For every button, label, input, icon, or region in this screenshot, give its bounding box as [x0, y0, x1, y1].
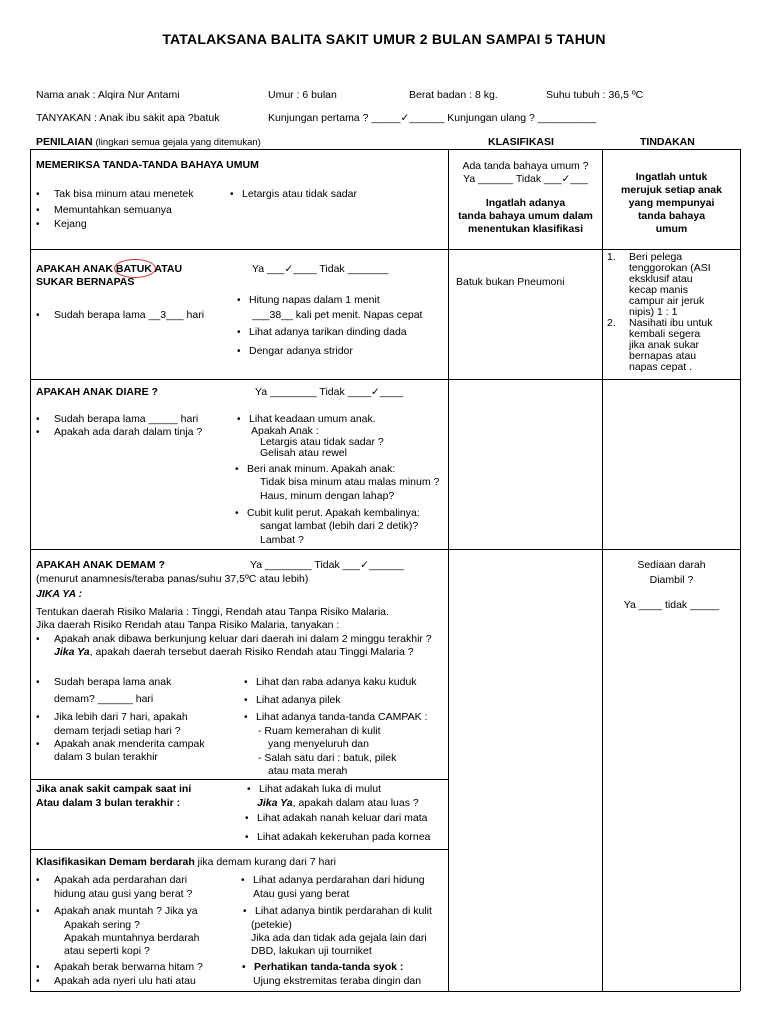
- dbd-heading: Klasifikasikan Demam berdarah jika demam kurang dari 7 hari: [36, 856, 336, 868]
- batuk-heading: APAKAH ANAK BATUK ATAU: [36, 263, 183, 275]
- berat-badan: Berat badan : 8 kg.: [409, 89, 498, 101]
- page-title: TATALAKSANA BALITA SAKIT UMUR 2 BULAN SAMPAI 5 TAHUN: [162, 31, 606, 47]
- batuk-tindakan-1: nipis) 1 : 1: [629, 306, 678, 318]
- bahaya-item-right: • Letargis atau tidak sadar: [242, 188, 357, 201]
- demam-question: • Apakah anak menderita campak: [54, 738, 205, 751]
- diare-check-sub: Apakah Anak :: [251, 425, 319, 437]
- campak-heading: Jika anak sakit campak saat ini: [36, 783, 192, 795]
- demam-tindakan: Sediaan darah: [637, 559, 706, 571]
- demam-question: • Apakah anak dibawa berkunjung keluar dari daerah ini dalam 2 minggu terakhir ?: [54, 633, 432, 646]
- demam-text: Jika daerah Risiko Rendah atau Tanpa Risiko Malaria, tanyakan :: [36, 619, 340, 631]
- diare-check: • Beri anak minum. Apakah anak:: [247, 463, 395, 476]
- demam-heading: APAKAH ANAK DEMAM ?: [36, 559, 165, 571]
- bahaya-tindakan: yang mempunyai: [628, 197, 715, 209]
- demam-question-sub: dalam 3 bulan terakhir: [54, 751, 158, 763]
- batuk-check: • Hitung napas dalam 1 menit: [249, 294, 380, 307]
- bahaya-klas-ya-tidak: Ya ______ Tidak ___✓___: [463, 173, 588, 185]
- dbd-check-sub: Ujung ekstremitas teraba dingin dan: [253, 975, 422, 987]
- diare-question: • Apakah ada darah dalam tinja ?: [54, 426, 202, 439]
- demam-jika-ya: JIKA YA :: [36, 588, 83, 600]
- batuk-tindakan-2: jika anak sukar: [629, 339, 700, 351]
- dbd-check-sub: (petekie): [251, 919, 292, 931]
- bahaya-klas-note: menentukan klasifikasi: [468, 223, 583, 235]
- demam-tindakan: Ya ____ tidak _____: [623, 599, 720, 611]
- tanyakan: TANYAKAN : Anak ibu sakit apa ?batuk: [36, 112, 220, 124]
- demam-tindakan: Diambil ?: [649, 574, 694, 586]
- bahaya-tindakan: tanda bahaya: [637, 210, 706, 222]
- batuk-klasifikasi: Batuk bukan Pneumoni: [456, 276, 565, 288]
- batuk-heading-2: SUKAR BERNAPAS: [36, 276, 135, 288]
- diare-check: • Lihat keadaan umum anak.: [249, 413, 376, 426]
- dbd-check: • Lihat adanya perdarahan dari hidung: [253, 874, 425, 887]
- bahaya-item: • Memuntahkan semuanya: [54, 204, 172, 217]
- diare-check-sub: Lambat ?: [260, 534, 304, 546]
- batuk-tindakan-1: kecap manis: [629, 284, 688, 296]
- bahaya-tindakan: merujuk setiap anak: [621, 184, 722, 196]
- demam-check-sub: yang menyeluruh dan: [268, 738, 369, 750]
- klasifikasi-header: KLASIFIKASI: [488, 136, 554, 148]
- demam-text: Tentukan daerah Risiko Malaria : Tinggi, Rendah atau Tanpa Risiko Malaria.: [36, 606, 389, 618]
- bahaya-heading: MEMERIKSA TANDA-TANDA BAHAYA UMUM: [36, 159, 259, 171]
- batuk-check: • Lihat adanya tarikan dinding dada: [249, 326, 407, 339]
- dbd-question: • Apakah berak berwarna hitam ?: [54, 961, 203, 974]
- demam-check-sub: - Ruam kemerahan di kulit: [258, 725, 381, 737]
- diare-check-sub: Letargis atau tidak sadar ?: [260, 436, 384, 448]
- demam-question: • Jika lebih dari 7 hari, apakah: [54, 711, 188, 724]
- campak-check: • Lihat adakah nanah keluar dari mata: [257, 812, 427, 825]
- suhu-tubuh: Suhu tubuh : 36,5 ºC: [546, 89, 644, 101]
- batuk-tindakan-1: campur air jeruk: [629, 295, 705, 307]
- batuk-lama: • Sudah berapa lama __3___ hari: [54, 309, 204, 322]
- dbd-question-sub: Apakah sering ?: [64, 919, 140, 931]
- demam-check: • Lihat adanya tanda-tanda CAMPAK :: [256, 711, 427, 724]
- demam-question-sub: demam? ______ hari: [54, 693, 154, 705]
- bahaya-klas-note: tanda bahaya umum dalam: [458, 210, 593, 222]
- diare-ya-tidak: Ya ________ Tidak ____✓____: [255, 386, 404, 398]
- diare-heading: APAKAH ANAK DIARE ?: [36, 386, 158, 398]
- bahaya-item: • Tak bisa minum atau menetek: [54, 188, 193, 201]
- campak-check: • Lihat adakah kekeruhan pada kornea: [257, 831, 430, 844]
- bahaya-tindakan: Ingatlah untuk: [635, 171, 708, 183]
- dbd-question-sub: hidung atau gusi yang berat ?: [54, 888, 193, 900]
- batuk-tindakan-2: Nasihati ibu untuk: [629, 317, 713, 329]
- campak-check-sub: Jika Ya, apakah dalam atau luas ?: [257, 797, 419, 809]
- demam-text: Jika Ya, apakah daerah tersebut daerah Risiko Rendah atau Tinggi Malaria ?: [54, 646, 414, 658]
- batuk-ya-tidak: Ya ___✓____ Tidak _______: [252, 263, 389, 275]
- demam-check-sub: atau mata merah: [268, 765, 348, 777]
- batuk-check: • Dengar adanya stridor: [249, 345, 353, 358]
- diare-question: • Sudah berapa lama _____ hari: [54, 413, 198, 426]
- dbd-check-sub: Atau gusi yang berat: [253, 888, 350, 900]
- dbd-question: • Apakah ada nyeri ulu hati atau: [54, 975, 196, 988]
- penilaian-header: PENILAIAN (lingkari semua gejala yang ditemukan): [36, 136, 261, 148]
- umur: Umur : 6 bulan: [268, 89, 337, 101]
- bahaya-klas-note: Ingatlah adanya: [485, 197, 566, 209]
- diare-check-sub: Gelisah atau rewel: [260, 447, 347, 459]
- dbd-check: • Perhatikan tanda-tanda syok :: [254, 961, 403, 974]
- batuk-tindakan-1: Beri pelega: [629, 251, 683, 263]
- batuk-tindakan-1: tenggorokan (ASI: [629, 262, 711, 274]
- diare-check-sub: Tidak bisa minum atau malas minum ?: [260, 476, 440, 488]
- demam-ya-tidak: Ya ________ Tidak ___✓______: [250, 559, 404, 571]
- dbd-question-sub: atau seperti kopi ?: [64, 945, 150, 957]
- diare-check-sub: sangat lambat (lebih dari 2 detik)?: [260, 520, 419, 532]
- dbd-question: • Apakah ada perdarahan dari: [54, 874, 187, 887]
- demam-question: • Sudah berapa lama anak: [54, 676, 171, 689]
- demam-check: • Lihat dan raba adanya kaku kuduk: [256, 676, 417, 689]
- batuk-tindakan-2: kembali segera: [629, 328, 701, 340]
- demam-check-sub: - Salah satu dari : batuk, pilek: [258, 752, 397, 764]
- dbd-question-sub: Apakah muntahnya berdarah: [64, 932, 200, 944]
- bahaya-klas-question: Ada tanda bahaya umum ?: [462, 160, 589, 172]
- dbd-check: • Lihat adanya bintik perdarahan di kulit: [255, 905, 432, 918]
- tindakan-header: TINDAKAN: [640, 136, 695, 148]
- demam-note: (menurut anamnesis/teraba panas/suhu 37,5ºC atau lebih): [36, 573, 309, 585]
- demam-check: • Lihat adanya pilek: [256, 694, 341, 707]
- batuk-tindakan-2: bernapas atau: [629, 350, 697, 362]
- campak-heading-2: Atau dalam 3 bulan terakhir :: [36, 797, 181, 809]
- dbd-check-sub: Jika ada dan tidak ada gejala lain dari: [251, 932, 427, 944]
- bahaya-item: • Kejang: [54, 218, 87, 231]
- demam-question-sub: demam terjadi setiap hari ?: [54, 725, 181, 737]
- dbd-question: • Apakah anak muntah ? Jika ya: [54, 905, 198, 918]
- diare-check-sub: Haus, minum dengan lahap?: [260, 490, 395, 502]
- dbd-check-sub: DBD, lakukan uji tourniket: [251, 945, 372, 957]
- tindakan-num: 1.: [607, 251, 616, 263]
- batuk-napas: ___38__ kali pet menit. Napas cepat: [252, 309, 423, 321]
- nama-anak: Nama anak : Alqira Nur Antami: [36, 89, 180, 101]
- diare-check: • Cubit kulit perut. Apakah kembalinya:: [247, 507, 420, 520]
- campak-check: • Lihat adakah luka di mulut: [259, 783, 381, 796]
- batuk-tindakan-1: eksklusif atau: [629, 273, 693, 285]
- batuk-tindakan-2: napas cepat .: [629, 361, 693, 373]
- bahaya-tindakan: umum: [655, 223, 688, 235]
- tindakan-num: 2.: [607, 317, 616, 329]
- kunjungan: Kunjungan pertama ? _____✓______ Kunjungan ulang ? __________: [268, 112, 597, 124]
